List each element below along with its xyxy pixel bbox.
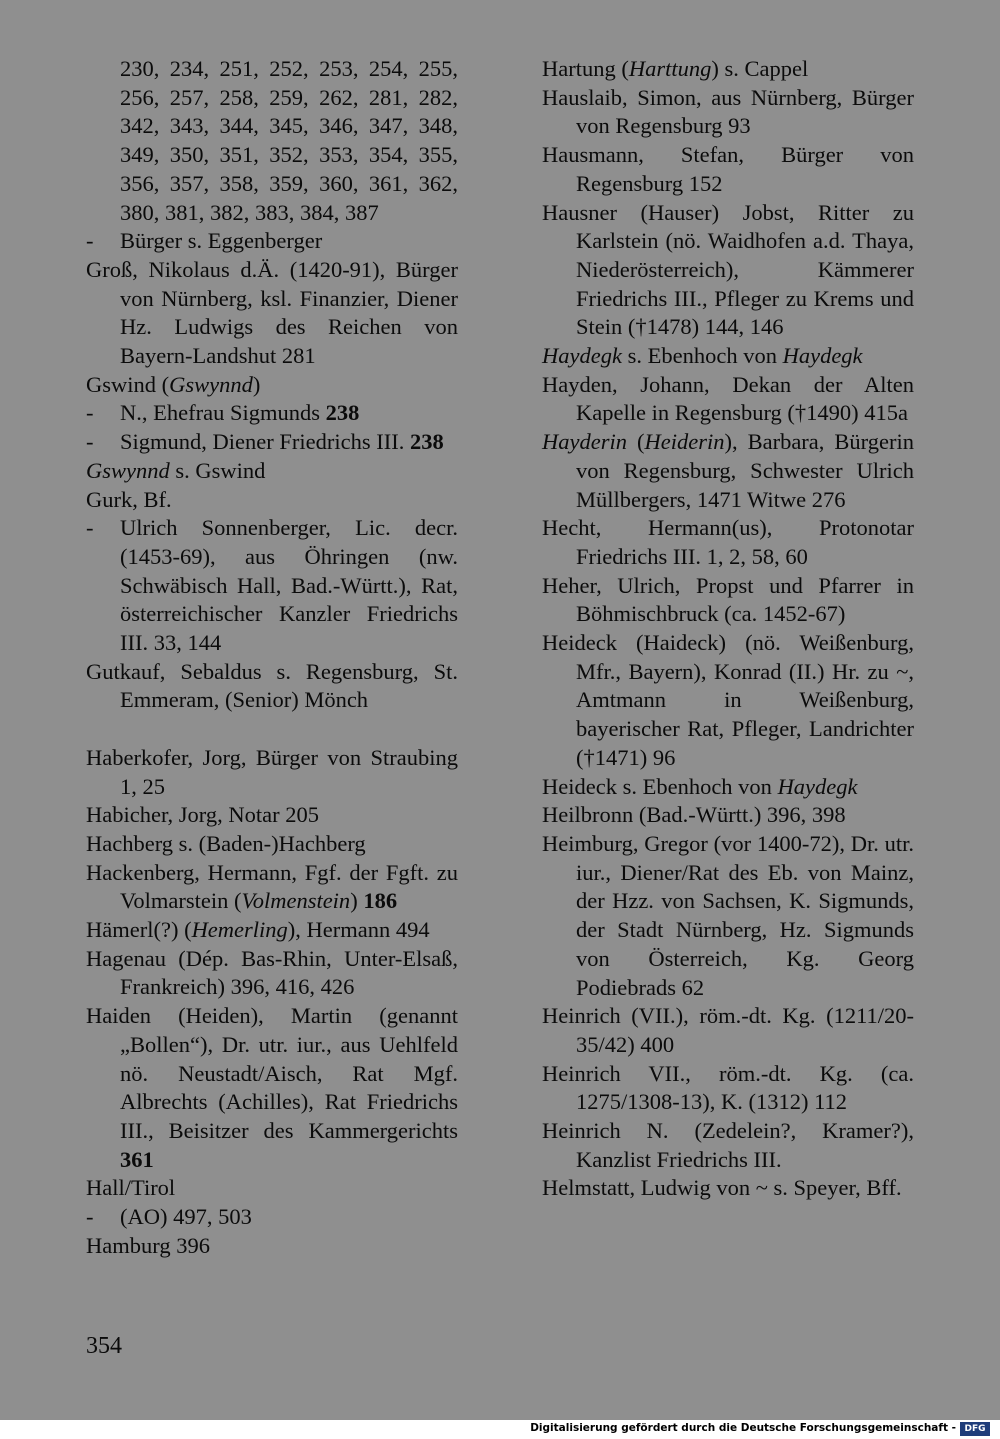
entry-text: Hausmann, Stefan, Bürger von Regensburg 152 (542, 142, 914, 196)
entry-text: Hauslaib, Simon, aus Nürnberg, Bürger von Regensburg 93 (542, 84, 914, 139)
entry-text: Hämerl(?) ( (86, 917, 192, 943)
index-entry (542, 342, 914, 371)
index-entry (542, 55, 914, 84)
index-entry (86, 658, 458, 715)
index-entry (86, 256, 458, 371)
index-entry (542, 773, 914, 802)
bold-page-ref: 361 (120, 1146, 154, 1172)
italic-term: Heiderin (644, 429, 725, 455)
index-entry (86, 486, 458, 515)
index-entry (542, 1060, 914, 1117)
entry-text: Bürger s. Eggenberger (120, 228, 323, 254)
index-entry (542, 801, 914, 830)
index-entry (542, 830, 914, 1002)
entry-text: Hamburg 396 (86, 1232, 210, 1258)
bold-page-ref: 186 (363, 888, 398, 914)
entry-text: (AO) 497, 503 (120, 1204, 252, 1230)
entry-text: Gutkauf, Sebaldus s. Regensburg, St. Emmeram, (Senior) Mönch (86, 658, 458, 713)
italic-term: Hemerling (191, 917, 288, 943)
bold-page-ref: 238 (325, 400, 360, 426)
index-column-left (86, 55, 458, 1261)
entry-text: 230, 234, 251, 252, 253, 254, 255, 256, 257, 258, 259, 262, 281, 282, 342, 343, 344, 345, 346, 347, 348, 349, 350, 351, 352, 353, 354, 355, 356, 357, 358, 359, 360, 361, 362, 380, 381, 382, 383, 384, 387 (120, 56, 458, 225)
entry-text: Heinrich VII., röm.-dt. Kg. (ca. 1275/1308-13), K. (1312) 112 (542, 1060, 914, 1115)
index-entry (542, 1117, 914, 1174)
entry-text: Habicher, Jorg, Notar 205 (86, 802, 319, 828)
index-entry (542, 572, 914, 629)
section-gap (86, 715, 458, 744)
entry-text: Heinrich N. (Zedelein?, Kramer?), Kanzlist Friedrichs III. (542, 1118, 914, 1172)
italic-term: Haydegk (782, 343, 863, 369)
index-entry (86, 830, 458, 859)
index-entry (542, 1002, 914, 1059)
entry-text: Sigmund, Diener Friedrichs III. (120, 429, 410, 455)
footer-bar (0, 1420, 1000, 1439)
italic-term: Gswynnd (86, 457, 170, 483)
index-subentry (86, 1203, 458, 1232)
page-number: 354 (86, 1333, 122, 1359)
entry-text: s. Gswind (169, 457, 266, 483)
index-entry (542, 84, 914, 141)
entry-text: Helmstatt, Ludwig von ~ s. Speyer, Bff. (542, 1175, 902, 1201)
entry-text: Heimburg, Gregor (vor 1400-72), Dr. utr. iur., Diener/Rat des Eb. von Mainz, der Hzz. von Sachsen, K. Sigmunds, der Stadt Nürnberg, Hz. Sigmunds von Österreich, Kg. Georg Podiebrads 62 (542, 830, 914, 1000)
index-entry (86, 1174, 458, 1203)
entry-text: ) s. Cappel (711, 56, 809, 81)
entry-text: Heher, Ulrich, Propst und Pfarrer in Böhmischbruck (ca. 1452-67) (542, 572, 914, 627)
index-entry (542, 141, 914, 198)
index-entry (542, 629, 914, 773)
index-entry (86, 1232, 458, 1261)
entry-text: Heideck s. Ebenhoch von (542, 773, 778, 799)
index-entry (542, 371, 914, 428)
index-entry (542, 1174, 914, 1203)
italic-term: Haydegk (542, 343, 622, 369)
index-entry (86, 55, 458, 227)
entry-text: N., Ehefrau Sigmunds (120, 400, 326, 426)
entry-text: ), Barbara, Bürgerin von Regensburg, Schwester Ulrich Müllbergers, 1471 Witwe 276 (576, 429, 914, 512)
entry-text: ) (252, 371, 261, 397)
italic-term: Gswynnd (169, 371, 253, 397)
entry-text: Hayden, Johann, Dekan der Alten Kapelle in Regensburg (†1490) 415a (542, 371, 914, 426)
subentry-dash: - (86, 1204, 94, 1230)
dfg-logo-icon: DFG (960, 1422, 990, 1436)
index-entry (542, 514, 914, 571)
entry-text: Ulrich Sonnenberger, Lic. decr. (1453-69), aus Öhringen (nw. Schwäbisch Hall, Bad.-Württ.), Rat, österreichischer Kanzler Friedrichs III. 33, 144 (120, 515, 458, 656)
index-subentry (86, 514, 458, 658)
italic-term: Hayderin (542, 429, 627, 455)
subentry-dash: - (86, 429, 94, 455)
index-entry (86, 457, 458, 486)
index-subentry (86, 428, 458, 457)
index-entry (542, 199, 914, 343)
subentry-dash: - (86, 228, 94, 254)
entry-text: Groß, Nikolaus d.Ä. (1420-91), Bürger von Nürnberg, ksl. Finanzier, Diener Hz. Ludwigs des Reichen von Bayern-Landshut 281 (86, 256, 458, 369)
italic-term: Haydegk (777, 773, 858, 799)
index-entry (86, 371, 458, 400)
entry-text: Haiden (Heiden), Martin (genannt „Bollen“), Dr. utr. iur., aus Uehlfeld nö. Neustadt/Aisch, Rat Mgf. Albrechts (Achilles), Rat Friedrichs III., Beisitzer des Kammergerichts (86, 1003, 458, 1143)
index-entry (86, 744, 458, 801)
entry-text: ), Hermann 494 (287, 917, 430, 943)
index-entry (86, 801, 458, 830)
subentry-dash: - (86, 400, 94, 426)
bold-page-ref: 238 (409, 429, 444, 455)
entry-text: Hackenberg, Hermann, Fgf. der Fgft. zu Volmarstein ( (86, 859, 458, 914)
entry-text: Hartung ( (542, 56, 629, 81)
entry-text: Heideck (Haideck) (nö. Weißenburg, Mfr., Bayern), Konrad (II.) Hr. zu ~, Amtmann in Weißenburg, bayerischer Rat, Pfleger, Landrichter (†1471) 96 (542, 630, 914, 770)
index-entry (86, 859, 458, 916)
index-entry (86, 1002, 458, 1174)
entry-text: Hecht, Hermann(us), Protonotar Friedrichs III. 1, 2, 58, 60 (542, 515, 914, 569)
footer-credit: Digitalisierung gefördert durch die Deutsche Forschungsgemeinschaft - (530, 1422, 956, 1434)
index-subentry (86, 399, 458, 428)
entry-text: Hall/Tirol (86, 1175, 176, 1201)
index-entry (86, 916, 458, 945)
index-entry (86, 945, 458, 1002)
entry-text: ( (626, 429, 645, 455)
entry-text: Gurk, Bf. (86, 486, 172, 512)
entry-text: Haberkofer, Jorg, Bürger von Straubing 1, 25 (86, 744, 458, 799)
entry-text: Hachberg s. (Baden-)Hachberg (86, 830, 366, 856)
italic-term: Harttung (628, 56, 712, 81)
entry-text: Gswind ( (86, 371, 170, 397)
entry-text: Hagenau (Dép. Bas-Rhin, Unter-Elsaß, Frankreich) 396, 416, 426 (86, 945, 458, 1000)
index-subentry (86, 227, 458, 256)
entry-text: ) (350, 888, 364, 914)
subentry-dash: - (86, 515, 94, 541)
entry-text: Heilbronn (Bad.-Württ.) 396, 398 (542, 802, 846, 828)
entry-text: Heinrich (VII.), röm.-dt. Kg. (1211/20-35/42) 400 (542, 1003, 914, 1057)
index-column-right (542, 55, 914, 1203)
entry-text: Hausner (Hauser) Jobst, Ritter zu Karlstein (nö. Waidhofen a.d. Thaya, Niederösterreich), Kämmerer Friedrichs III., Pfleger zu Krems und Stein (†1478) 144, 146 (542, 199, 914, 340)
entry-text: s. Ebenhoch von (621, 343, 783, 369)
index-entry (542, 428, 914, 514)
italic-term: Volmenstein (241, 888, 351, 914)
